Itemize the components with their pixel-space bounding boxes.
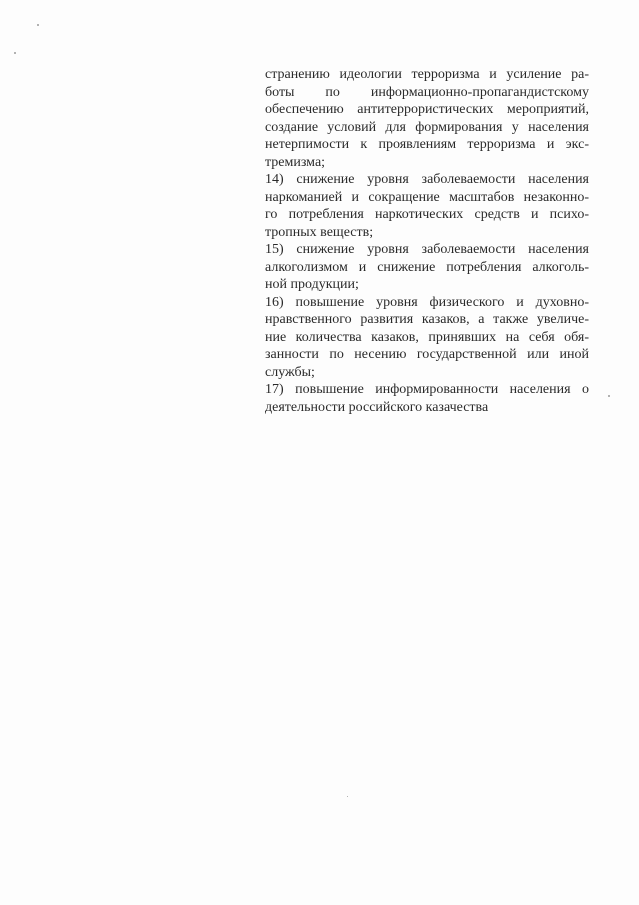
scan-speck bbox=[37, 24, 39, 26]
list-item-16-line: службы; bbox=[265, 364, 315, 380]
list-item-14-line: наркоманией и сокращение масштабов незаконно- bbox=[265, 189, 589, 205]
list-item-15-line: алкоголизмом и снижение потребления алкоголь- bbox=[265, 259, 589, 275]
scan-speck bbox=[347, 796, 348, 797]
list-item-16-line: 16) повышение уровня физического и духовно- bbox=[265, 294, 589, 310]
list-item-17-line: деятельности российского казачества bbox=[265, 399, 489, 415]
scan-speck bbox=[14, 52, 16, 54]
text-line: тремизма; bbox=[265, 154, 326, 170]
list-item-14-line: тропных веществ; bbox=[265, 224, 374, 240]
list-item-15-line: ной продукции; bbox=[265, 277, 359, 292]
text-line: боты по информационно-пропагандистскому bbox=[265, 84, 589, 100]
list-item-14-line: го потребления наркотических средств и психо- bbox=[265, 207, 589, 222]
list-item-14-line: 14) снижение уровня заболеваемости населения bbox=[265, 172, 589, 187]
list-item-17-line: 17) повышение информированности населения о bbox=[265, 382, 589, 397]
text-line: обеспечению антитеррористических мероприятий, bbox=[265, 102, 589, 117]
text-line: создание условий для формирования у населения bbox=[265, 119, 589, 135]
list-item-16-line: занности по несению государственной или иной bbox=[265, 347, 589, 362]
scan-speck bbox=[608, 395, 610, 397]
list-item-16-line: ние количества казаков, принявших на себя обя- bbox=[265, 329, 589, 345]
text-line: странению идеологии терроризма и усиление ра- bbox=[265, 67, 589, 82]
text-line: нетерпимости к проявлениям терроризма и экс- bbox=[265, 137, 589, 152]
document-text-block bbox=[265, 66, 589, 416]
list-item-15-line: 15) снижение уровня заболеваемости населения bbox=[265, 242, 589, 257]
list-item-16-line: нравственного развития казаков, а также увеличе- bbox=[265, 312, 589, 327]
